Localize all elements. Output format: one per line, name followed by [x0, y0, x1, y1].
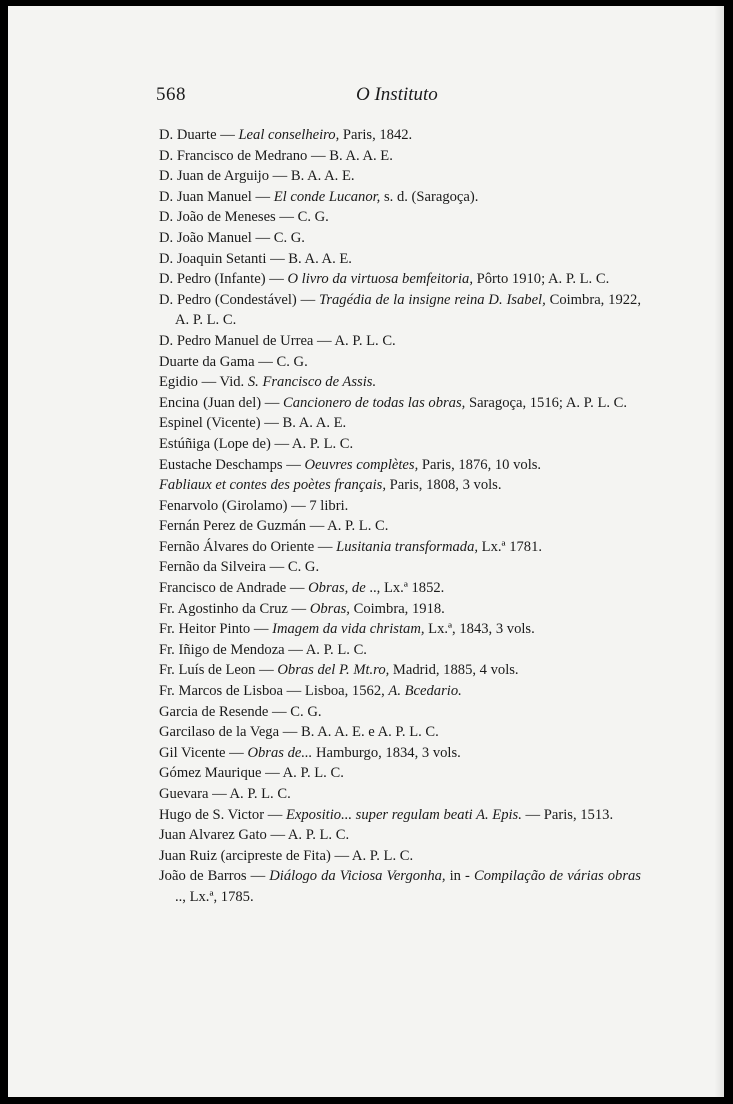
entry-title-text: O livro da virtuosa bemfeitoria, — [287, 271, 473, 288]
bibliography-entry — [159, 557, 641, 578]
entry-text: Saragoça, 1516; A. P. L. C. — [465, 394, 628, 411]
bibliography-entry — [159, 496, 641, 517]
bibliography-entry — [159, 537, 641, 558]
bibliography-entry — [159, 146, 641, 167]
entry-title-text: Diálogo da Viciosa Vergonha, — [269, 868, 446, 885]
bibliography-entry — [159, 207, 641, 228]
bibliography-entry — [159, 228, 641, 249]
bibliography-entry — [159, 166, 641, 187]
entry-text: Gómez Maurique — A. P. L. C. — [159, 765, 344, 782]
entry-text: Coimbra, 1918. — [349, 600, 445, 617]
entry-title-text: Obras, — [309, 600, 350, 617]
entry-text: Garcia de Resende — C. G. — [159, 703, 322, 720]
bibliography-entry — [159, 393, 641, 414]
entry-title-text: Imagem da vida christam, — [272, 621, 425, 638]
entry-text: Encina (Juan del) — — [159, 394, 284, 411]
entry-text: D. Juan de Arguijo — B. A. A. E. — [159, 168, 355, 185]
entry-text: D. Juan Manuel — — [159, 188, 274, 205]
entry-text: D. Pedro (Condestável) — — [159, 291, 320, 308]
entry-text: D. Pedro Manuel de Urrea — A. P. L. C. — [159, 332, 396, 349]
bibliography-entry — [159, 702, 641, 723]
bibliography-entry — [159, 722, 641, 743]
entry-text: Duarte da Gama — C. G. — [159, 353, 308, 370]
entry-text: Fr. Luís de Leon — — [159, 662, 278, 679]
entry-title-text: A. Bcedario. — [388, 683, 462, 700]
entry-text: D. João de Meneses — C. G. — [159, 209, 329, 226]
entry-text: D. Pedro (Infante) — — [159, 271, 288, 288]
bibliography-entry — [159, 846, 641, 867]
bibliography-entry — [159, 640, 641, 661]
bibliography-entry — [159, 578, 641, 599]
entry-text: Espinel (Vicente) — B. A. A. E. — [159, 415, 347, 432]
bibliography-entry — [159, 475, 641, 496]
entry-text: Lx.ª, 1843, 3 vols. — [424, 621, 535, 638]
bibliography-entry — [159, 352, 641, 373]
bibliography-entry — [159, 290, 641, 331]
entry-title-text: Obras, de — [308, 580, 366, 597]
entry-text: Coimbra, 1922, A. P. L. C. — [175, 291, 641, 329]
bibliography-entry — [159, 372, 641, 393]
entry-text: Paris, 1842. — [339, 127, 413, 143]
entry-title-text: Obras de... — [247, 744, 313, 761]
entry-text: D. Duarte — — [159, 127, 239, 143]
entry-text: s. d. (Saragoça). — [380, 188, 479, 205]
entry-text: João de Barros — — [159, 868, 270, 885]
entry-text: Pôrto 1910; A. P. L. C. — [472, 271, 610, 288]
entry-text: Garcilaso de la Vega — B. A. A. E. e A. P. L. C. — [159, 724, 439, 741]
entry-text: Hugo de S. Victor — — [159, 806, 286, 823]
bibliography-entry — [159, 805, 641, 826]
entry-text: Fr. Heitor Pinto — — [159, 621, 273, 638]
entry-text: Juan Alvarez Gato — A. P. L. C. — [159, 827, 350, 844]
book-page — [8, 6, 724, 1097]
entry-text: Fernão Álvares do Oriente — — [159, 538, 337, 555]
entry-text: D. João Manuel — C. G. — [159, 229, 305, 246]
entry-title-text: Fabliaux et contes des poètes français, — [159, 477, 386, 494]
entry-text: Fernán Perez de Guzmán — A. P. L. C. — [159, 518, 389, 535]
bibliography-entry — [159, 763, 641, 784]
entry-title-text: Leal conselheiro, — [238, 127, 340, 143]
bibliography-entry — [159, 619, 641, 640]
entry-title-text: Cancionero de todas las obras, — [283, 394, 466, 411]
entry-text: .., Lx.ª, 1785. — [175, 888, 254, 905]
entry-text: Paris, 1808, 3 vols. — [385, 477, 502, 494]
bibliography-entry — [159, 331, 641, 352]
entry-text: Egidio — Vid. — [159, 374, 248, 391]
bibliography-entry — [159, 187, 641, 208]
entry-text: Madrid, 1885, 4 vols. — [389, 662, 519, 679]
bibliography-entry — [159, 743, 641, 764]
entry-title-text: El conde Lucanor, — [273, 188, 381, 205]
page-header — [156, 84, 646, 108]
entry-title-text: Lusitania transformada, — [336, 538, 479, 555]
entry-title-text: S. Francisco de Assis. — [247, 374, 377, 391]
bibliography-entry — [159, 660, 641, 681]
bibliography-entry — [159, 784, 641, 805]
bibliography-entry — [159, 269, 641, 290]
entry-text: Paris, 1876, 10 vols. — [418, 456, 542, 473]
bibliography-entry — [159, 681, 641, 702]
entry-text: Estúñiga (Lope de) — A. P. L. C. — [159, 435, 354, 452]
entry-text: in - — [445, 868, 474, 885]
entry-title-text: Oeuvres complètes, — [304, 456, 419, 473]
page-number: 568 — [156, 84, 186, 105]
entry-text: Fenarvolo (Girolamo) — 7 libri. — [159, 497, 349, 514]
entry-text: Gil Vicente — — [159, 744, 248, 761]
entry-text: Fr. Iñigo de Mendoza — A. P. L. C. — [159, 641, 367, 658]
entry-text: D. Joaquin Setanti — B. A. A. E. — [159, 250, 352, 267]
bibliography-entry — [159, 516, 641, 537]
bibliography-entry — [159, 599, 641, 620]
entry-text: Guevara — A. P. L. C. — [159, 786, 291, 802]
bibliography-entry — [159, 455, 641, 476]
bibliography-entry — [159, 249, 641, 270]
entry-title-text: Expositio... super regulam beati A. Epis. — [285, 806, 522, 823]
bibliography-entry — [159, 825, 641, 846]
entry-text: Hamburgo, 1834, 3 vols. — [312, 744, 461, 761]
entry-text: Fr. Marcos de Lisboa — Lisboa, 1562, — [159, 683, 389, 700]
running-title: O Instituto — [356, 84, 438, 105]
entry-text: Lx.ª 1781. — [478, 538, 543, 555]
entry-text: — Paris, 1513. — [521, 806, 614, 823]
entry-text: D. Francisco de Medrano — B. A. A. E. — [159, 147, 393, 164]
bibliography-entry — [159, 125, 641, 146]
bibliography-entry — [159, 866, 641, 907]
entry-title-text: Tragédia de la insigne reina D. Isabel, — [319, 291, 546, 308]
entry-text: Fernão da Silveira — C. G. — [159, 559, 320, 576]
entry-title-text: Obras del P. Mt.ro, — [277, 662, 390, 679]
entry-text: Fr. Agostinho da Cruz — — [159, 600, 310, 617]
bibliography-entry — [159, 413, 641, 434]
bibliography-entry — [159, 434, 641, 455]
entry-text: .., Lx.ª 1852. — [365, 580, 445, 597]
bibliography-list — [159, 125, 641, 908]
entry-text: Francisco de Andrade — — [159, 580, 309, 597]
entry-text: Juan Ruiz (arcipreste de Fita) — A. P. L. C. — [159, 847, 414, 864]
entry-text: Eustache Deschamps — — [159, 456, 305, 473]
entry-title-text: Compilação de várias obras — [473, 868, 641, 885]
